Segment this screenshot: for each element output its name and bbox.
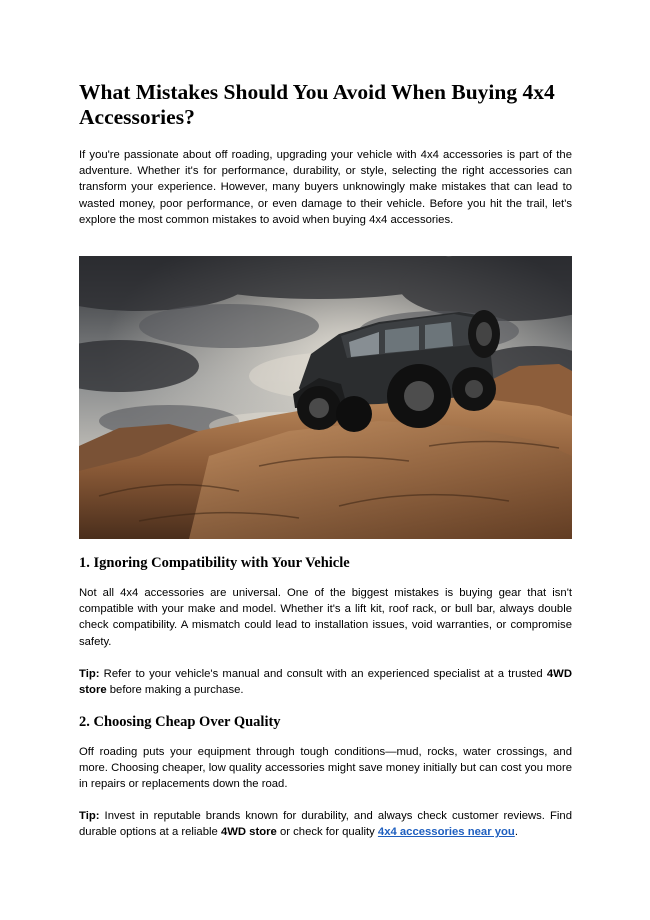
tip-mid: or check for quality	[276, 826, 378, 839]
jeep-offroad-photo	[79, 256, 572, 539]
tip-label: Tip:	[79, 810, 100, 822]
tip-text: Refer to your vehicle's manual and consult with an experienced specialist at a trusted	[99, 668, 547, 680]
section-1-heading: 1. Ignoring Compatibility with Your Vehicle	[79, 555, 350, 571]
tip-end: .	[514, 826, 518, 839]
store-mention: 4WD store	[79, 668, 572, 697]
section-1-tip	[79, 666, 572, 698]
section-2-tip	[79, 808, 572, 840]
article-title: What Mistakes Should You Avoid When Buying 4x4 Accessories?	[79, 80, 555, 129]
accessories-near-you-link[interactable]: 4x4 accessories near you	[377, 826, 515, 839]
tip-text: Invest in reputable brands known for durability, and always check customer reviews. Find durable options at a reliable	[79, 810, 572, 839]
intro-paragraph: If you're passionate about off roading, upgrading your vehicle with 4x4 accessories is part of the adventure. Whether it's for performance, durability, or style, selecting the right accessories can transform your experience. However, many buyers unknowingly make mistakes that can lead to wasted money, poor performance, or even damage to their vehicle. Before you hit the trail, let's explore the most common mistakes to avoid when buying 4x4 accessories.	[79, 149, 572, 226]
section-2-body: Off roading puts your equipment through tough conditions—mud, rocks, water crossings, and more. Choosing cheaper, low quality accessories might save money initially but can cost you more in repairs or replacements down the road.	[79, 746, 572, 791]
section-1-body: Not all 4x4 accessories are universal. One of the biggest mistakes is buying gear that isn't compatible with your make and model. Whether it's a lift kit, roof rack, or bull bar, always double check compatibility. A mismatch could lead to installation issues, void warranties, or compromise safety.	[79, 587, 572, 648]
tip-label: Tip:	[79, 668, 100, 680]
tip-end: before making a purchase.	[106, 684, 244, 697]
store-mention: 4WD store	[220, 826, 277, 839]
section-2-heading: 2. Choosing Cheap Over Quality	[79, 714, 281, 730]
